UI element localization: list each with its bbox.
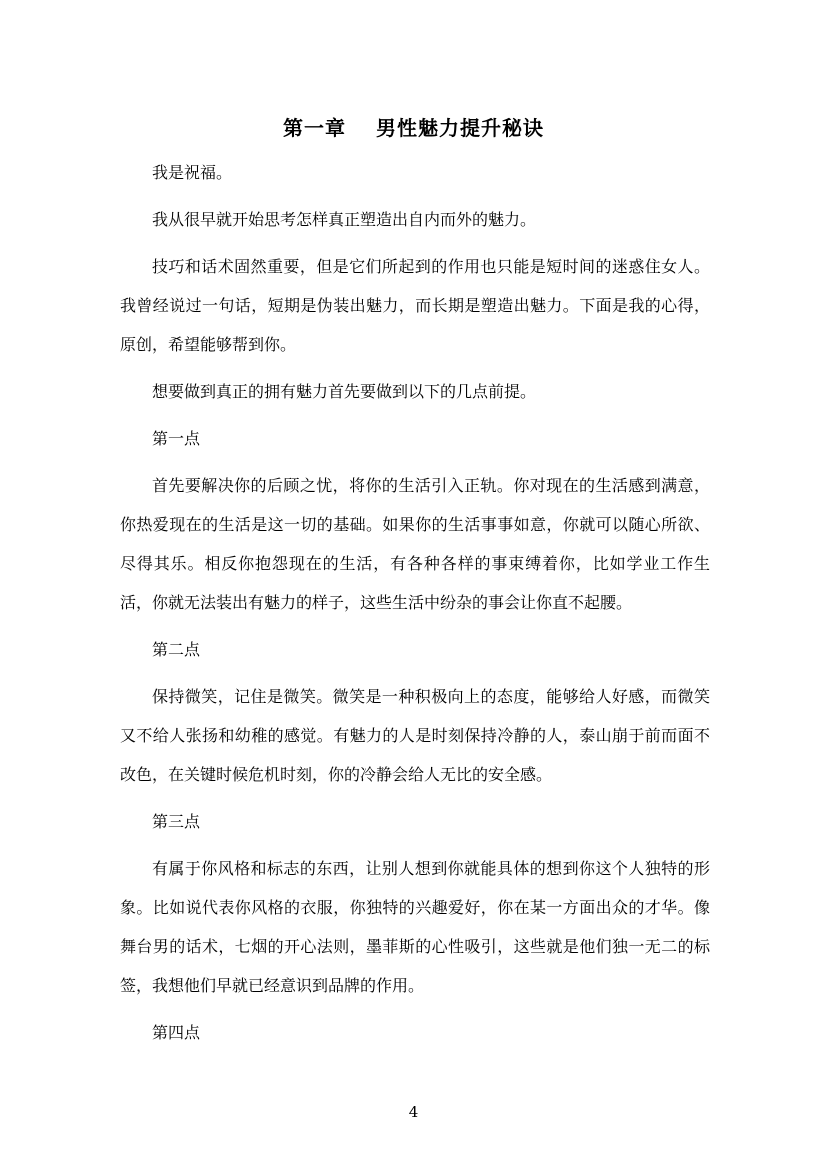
chapter-title [0,112,827,141]
paragraph: 想要做到真正的拥有魅力首先要做到以下的几点前提。 [152,382,537,401]
paragraph-intro: 我是祝福。 [152,163,233,182]
paragraph: 我从很早就开始思考怎样真正塑造出自内而外的魅力。 [152,210,537,229]
paragraph: 首先要解决你的后顾之忧，将你的生活引入正轨。你对现在的生活感到满意，你热爱现在的生活是这一切的基础。如果你的生活事事如意，你就可以随心所欲、尽得其乐。相反你抱怨现在的生活，有各种各样的事束缚着你，比如学业工作生活，你就无法装出有魅力的样子，这些生活中纷杂的事会让你直不起腰。 [120,476,710,612]
paragraph: 技巧和话术固然重要，但是它们所起到的作用也只能是短时间的迷惑住女人。我曾经说过一句话，短期是伪装出魅力，而长期是塑造出魅力。下面是我的心得，原创，希望能够帮到你。 [120,257,710,354]
paragraph: 有属于你风格和标志的东西，让别人想到你就能具体的想到你这个人独特的形象。比如说代表你风格的衣服，你独特的兴趣爱好，你在某一方面出众的才华。像舞台男的话术，七烟的开心法则，墨菲斯的心性吸引，这些就是他们独一无二的标签，我想他们早就已经意识到品牌的作用。 [120,859,710,995]
page-number: 4 [408,1103,419,1121]
chapter-number: 第一章 [283,116,346,140]
section-heading-4: 第四点 [152,1023,201,1042]
paragraph: 保持微笑，记住是微笑。微笑是一种积极向上的态度，能够给人好感，而微笑又不给人张扬和幼稚的感觉。有魅力的人是时刻保持冷静的人，泰山崩于前而面不改色，在关键时候危机时刻，你的冷静会给人无比的安全感。 [120,687,710,784]
chapter-name: 男性魅力提升秘诀 [376,116,544,140]
section-heading-3: 第三点 [152,812,201,831]
body-text [120,153,710,1060]
section-heading-1: 第一点 [152,429,201,448]
section-heading-2: 第二点 [152,640,201,659]
